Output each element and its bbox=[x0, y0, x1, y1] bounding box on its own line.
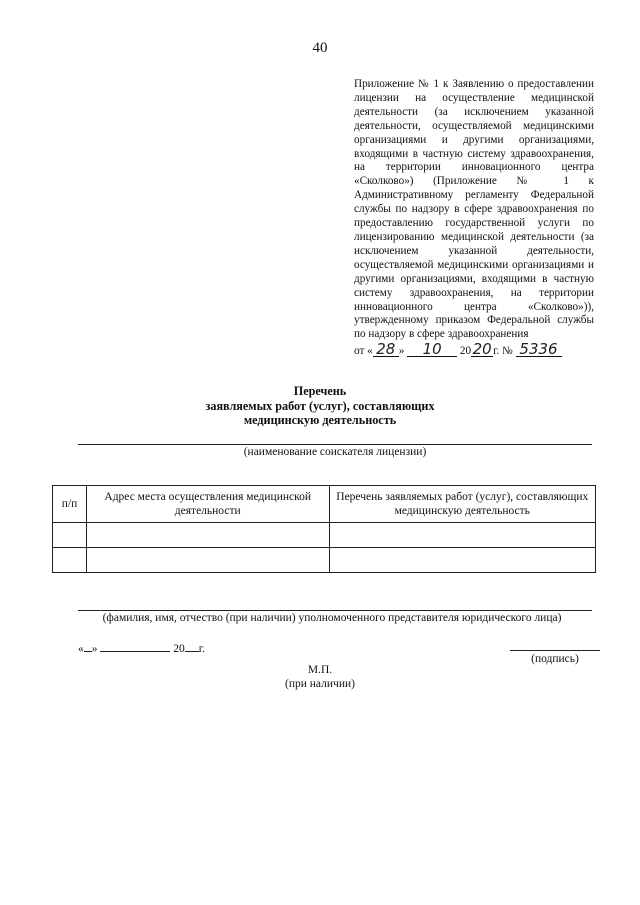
appendix-block bbox=[354, 78, 594, 359]
col-header-address: Адрес места осуществления медицинской деятельности bbox=[86, 486, 329, 523]
appendix-date-line bbox=[354, 342, 594, 359]
col-header-works: Перечень заявляемых работ (услуг), составляющих медицинскую деятельность bbox=[329, 486, 596, 523]
table-cell[interactable] bbox=[86, 523, 329, 548]
date-close-quote: » bbox=[91, 643, 98, 655]
handwritten-month: 10 bbox=[407, 342, 457, 357]
stamp-place bbox=[0, 663, 640, 691]
heading-line-1: Перечень bbox=[293, 384, 347, 398]
stamp-note: (при наличии) bbox=[285, 678, 355, 690]
representative-caption: (фамилия, имя, отчество (при наличии) уполномоченного представителя юридического лица) bbox=[102, 612, 562, 624]
handwritten-order-number: 5336 bbox=[516, 342, 562, 357]
table-header-row bbox=[53, 486, 596, 523]
table-row bbox=[53, 548, 596, 573]
table-cell[interactable] bbox=[53, 523, 87, 548]
signature-caption: (подпись) bbox=[531, 653, 579, 665]
page-number: 40 bbox=[312, 40, 328, 56]
handwritten-year: 20 bbox=[472, 340, 492, 359]
col-header-number: п/п bbox=[53, 486, 87, 523]
applicant-caption: (наименование соискателя лицензии) bbox=[243, 446, 427, 458]
applicant-name-line bbox=[78, 444, 592, 445]
year-prefix: 20 bbox=[459, 345, 472, 358]
table-row bbox=[53, 523, 596, 548]
table-cell[interactable] bbox=[329, 523, 596, 548]
date-year-suffix: г. bbox=[198, 643, 206, 655]
day-blank[interactable] bbox=[84, 641, 92, 652]
heading-line-2: заявляемых работ (услуг), составляющих bbox=[205, 398, 435, 413]
heading-line-3: медицинскую деятельность bbox=[243, 413, 397, 427]
signature-date-line bbox=[78, 641, 205, 655]
date-mid: » bbox=[398, 345, 405, 358]
date-year-prefix: 20 bbox=[173, 643, 185, 655]
document-heading bbox=[0, 384, 640, 428]
month-blank[interactable] bbox=[100, 641, 170, 652]
table-cell[interactable] bbox=[53, 548, 87, 573]
number-prefix: г. № bbox=[493, 345, 513, 358]
date-prefix: от « bbox=[354, 345, 373, 358]
works-table bbox=[52, 485, 596, 573]
appendix-text: Приложение № 1 к Заявлению о предоставлении лицензии на осуществление медицинской деятельности (за исключением указанной деятельности, осуществляемой медицинскими организациями и другими организациями, входящими в частную систему здравоохранения, на территории инновационного центра «Сколково») (Приложение № 1 к Административному регламенту Федеральной службы по надзору в сфере здравоохранения по предоставлению государственной услуги по лицензированию медицинской деятельности (за исключением указанной деятельности, осуществляемой медицинскими организациями и другими организациями, входящими в частную систему здравоохранения, на территории инновационного центра «Сколково»)), утвержденному приказом Федеральной службы по надзору в сфере здравоохранения bbox=[354, 78, 594, 341]
table-cell[interactable] bbox=[86, 548, 329, 573]
year-blank[interactable] bbox=[185, 641, 199, 652]
representative-name-line bbox=[78, 610, 592, 611]
date-open-quote: « bbox=[78, 643, 84, 655]
table-cell[interactable] bbox=[329, 548, 596, 573]
handwritten-day: 28 bbox=[373, 342, 399, 357]
stamp-label: М.П. bbox=[307, 664, 333, 676]
signature-line bbox=[510, 650, 600, 651]
